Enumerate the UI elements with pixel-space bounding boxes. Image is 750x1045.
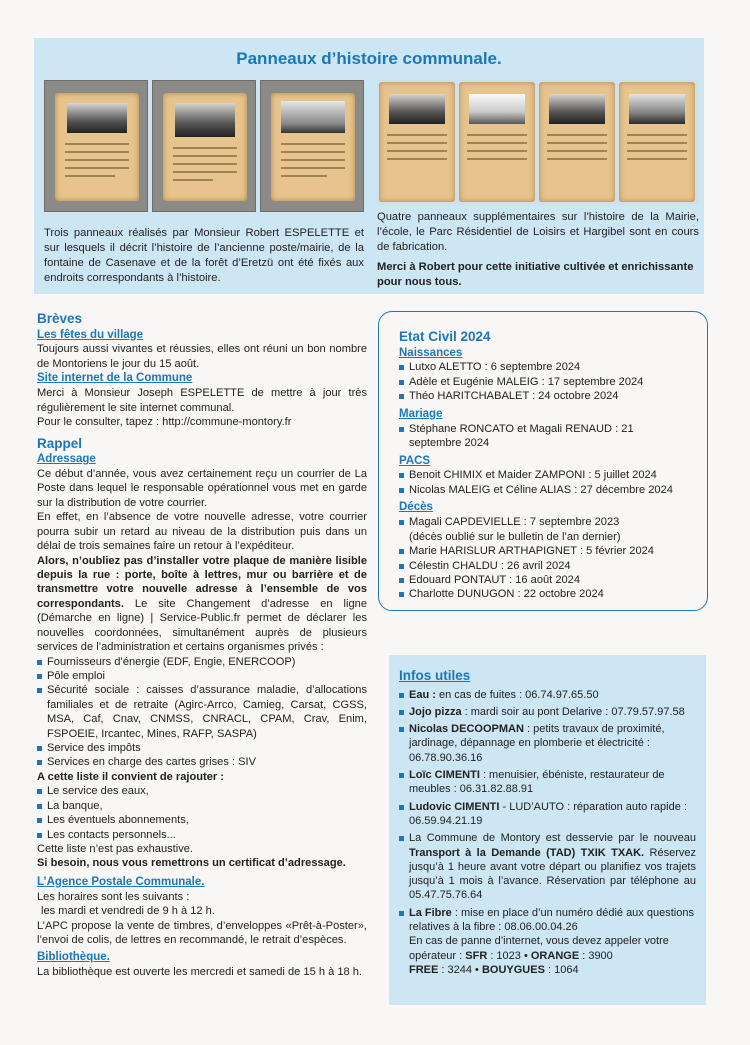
list-item: Benoit CHIMIX et Maider ZAMPONI : 5 juillet 2024	[399, 468, 707, 482]
etat-civil-title: Etat Civil 2024	[399, 329, 491, 344]
biblio-text: La bibliothèque est ouverte les mercredi et samedi de 15 h à 18 h.	[37, 966, 363, 979]
banner-title: Panneaux d’histoire communale.	[236, 49, 502, 68]
add-list	[37, 784, 367, 842]
list-item: Célestin CHALDU : 26 avril 2024	[399, 559, 707, 573]
list-item: La Fibre : mise en place d’un numéro dédié aux questions relatives à la fibre : 08.06.00.04.26 En cas de panne d’internet, vous devez appeler votre opérateur : SFR : 1023 • ORANGE : 3900 FREE : 3244 • BOUYGUES : 1064	[399, 906, 696, 977]
list-item: Services en charge des cartes grises : SIV	[37, 755, 367, 769]
list-item: Lutxo ALETTO : 6 septembre 2024	[399, 360, 707, 374]
list-item: Marie HARISLUR ARTHAPIGNET : 5 février 2024	[399, 544, 707, 558]
site-text: Merci à Monsieur Joseph ESPELETTE de mettre à jour très régulièrement le site internet communal.	[37, 387, 367, 414]
panel-photo-1	[44, 80, 148, 212]
adressage-p1: Ce début d’année, vous avez certainement reçu un courrier de La Poste dans lequel le responsable opérationnel vous met en garde sur la distribution de votre courrier.	[37, 468, 367, 509]
site-title: Site internet de la Commune	[37, 372, 193, 385]
agence-title: L’Agence Postale Communale.	[37, 875, 205, 888]
mariage-list	[399, 422, 649, 451]
list-item: La Commune de Montory est desservie par le nouveau Transport à la Demande (TAD) TXIK TXAK. Réservez jusqu’à 1 heure avant votre départ ou planifiez vos trajets jusqu’à 1 mois à l’avance. Réservation par téléphone au 05.47.75.76.64	[399, 831, 696, 902]
history-panels-banner	[34, 38, 704, 294]
site-text-2: Pour le consulter, tapez : http://commune-montory.fr	[37, 416, 292, 429]
not-exhaustive: Cette liste n’est pas exhaustive.	[37, 842, 194, 855]
agence-line-2: les mardi et vendredi de 9 h à 12 h.	[41, 905, 215, 918]
infos-utiles-box	[389, 655, 706, 1005]
list-item: Jojo pizza : mardi soir au pont Delarive : 07.79.57.97.58	[399, 705, 696, 719]
etat-civil-box	[378, 311, 708, 611]
pacs-list	[399, 468, 707, 497]
list-item: Sécurité sociale : caisses d’assurance maladie, d’allocations familiales et de retraite (Agirc-Arrco, Camieg, Carsat, CGSS, MSA, Caf, Cnav, CNMSS, CNRACL, CPAM, Crav, Enim, FSPOEIE, Ircantec, Mines, RAFP, SASPA)	[37, 683, 367, 741]
fetes-text: Toujours aussi vivantes et réussies, elles ont réuni un bon nombre de Montoriens le jour du 15 août.	[37, 343, 367, 370]
adressage-p3	[37, 554, 367, 655]
panel-photo-3	[260, 80, 364, 212]
list-item: Le service des eaux,	[37, 784, 367, 798]
agence-line-1: Les horaires sont les suivants :	[37, 890, 190, 903]
agence-line-3: L’APC propose la vente de timbres, d’enveloppes «Prêt-à-Poster», l’envoi de colis, de lettres en recommandé, le retrait d’espèces.	[37, 919, 367, 947]
left-column	[37, 310, 367, 980]
adressage-title: Adressage	[37, 453, 96, 466]
list-item: Adèle et Eugénie MALEIG : 17 septembre 2024	[399, 375, 707, 389]
banner-right-caption: Quatre panneaux supplémentaires sur l’histoire de la Mairie, l’école, le Parc Résidentiel de Loisirs et Hargibel sont en cours de fabrication.	[377, 211, 699, 254]
list-item: Nicolas MALEIG et Céline ALIAS : 27 décembre 2024	[399, 483, 707, 497]
list-item: Service des impôts	[37, 741, 367, 755]
biblio-title: Bibliothèque.	[37, 951, 110, 964]
adressage-p3-bold: Alors, n’oubliez pas d’installer votre plaque de manière lisible depuis la rue : porte, boîte à lettres, mur ou barrière et de transmettre votre nouvelle adresse à l’ensemble de vos correspondants.	[37, 554, 367, 610]
services-list	[37, 655, 367, 770]
deces-list	[399, 515, 707, 602]
pacs-title: PACS	[399, 454, 431, 467]
panels-in-progress-photo	[377, 80, 699, 204]
list-item: Nicolas DECOOPMAN : petits travaux de proximité, jardinage, dépannage en plomberie et électricité : 06.78.90.36.16	[399, 722, 696, 765]
list-item: Les contacts personnels...	[37, 828, 367, 842]
adressage-p2: En effet, en l’absence de votre nouvelle adresse, votre courrier pourra subir un retard au niveau de la distribution puis dans un délai de trois semaines faire un retour à l’expéditeur.	[37, 511, 367, 553]
rappel-title: Rappel	[37, 435, 83, 451]
list-item: Magali CAPDEVIELLE : 7 septembre 2023 (décès oublié sur le bulletin de l’an dernier)	[399, 515, 707, 544]
list-item: Ludovic CIMENTI - LUD’AUTO : réparation auto rapide : 06.59.94.21.19	[399, 800, 696, 829]
breves-title: Brèves	[37, 311, 83, 326]
banner-thanks: Merci à Robert pour cette initiative cultivée et enrichissante pour nous tous.	[377, 261, 694, 289]
naissances-title: Naissances	[399, 346, 463, 359]
list-item: Pôle emploi	[37, 669, 367, 683]
list-item: Charlotte DUNUGON : 22 octobre 2024	[399, 587, 707, 601]
deces-title: Décès	[399, 501, 433, 514]
adressage-p3-rest: Le site Changement d’adresse en ligne (Démarche en ligne) | Service-Public.fr permet de déclarer les nouvelles coordonnées, simultanément auprès de plusieurs services de l’administration et certains organismes privés :	[37, 597, 367, 654]
list-item: Edouard PONTAUT : 16 août 2024	[399, 573, 707, 587]
list-item: Théo HARITCHABALET : 24 octobre 2024	[399, 389, 707, 403]
list-item: Fournisseurs d’énergie (EDF, Engie, ENERCOOP)	[37, 655, 367, 669]
infos-list	[399, 688, 696, 978]
fetes-title: Les fêtes du village	[37, 328, 144, 341]
list-item: Loïc CIMENTI : menuisier, ébéniste, restaurateur de meubles : 06.31.82.88.91	[399, 768, 696, 797]
mariage-title: Mariage	[399, 407, 443, 420]
panel-photo-2	[152, 80, 256, 212]
add-title: A cette liste il convient de rajouter :	[37, 770, 224, 783]
list-item: Eau : en cas de fuites : 06.74.97.65.50	[399, 688, 696, 702]
infos-title: Infos utiles	[399, 668, 471, 683]
list-item: Stéphane RONCATO et Magali RENAUD : 21 septembre 2024	[399, 422, 649, 451]
list-item: Les éventuels abonnements,	[37, 813, 367, 827]
banner-left-caption: Trois panneaux réalisés par Monsieur Robert ESPELETTE et sur lesquels il décrit l’histoire de l’ancienne poste/mairie, de la fontaine de Casenave et de la forêt d’Eretzü ont été fixés aux endroits correspondants à l’histoire.	[44, 227, 364, 285]
list-item: La banque,	[37, 799, 367, 813]
naissances-list	[399, 360, 707, 403]
certificate-note: Si besoin, nous vous remettrons un certificat d’adressage.	[37, 857, 346, 870]
deces-note: (décès oublié sur le bulletin de l’an dernier)	[409, 530, 621, 543]
